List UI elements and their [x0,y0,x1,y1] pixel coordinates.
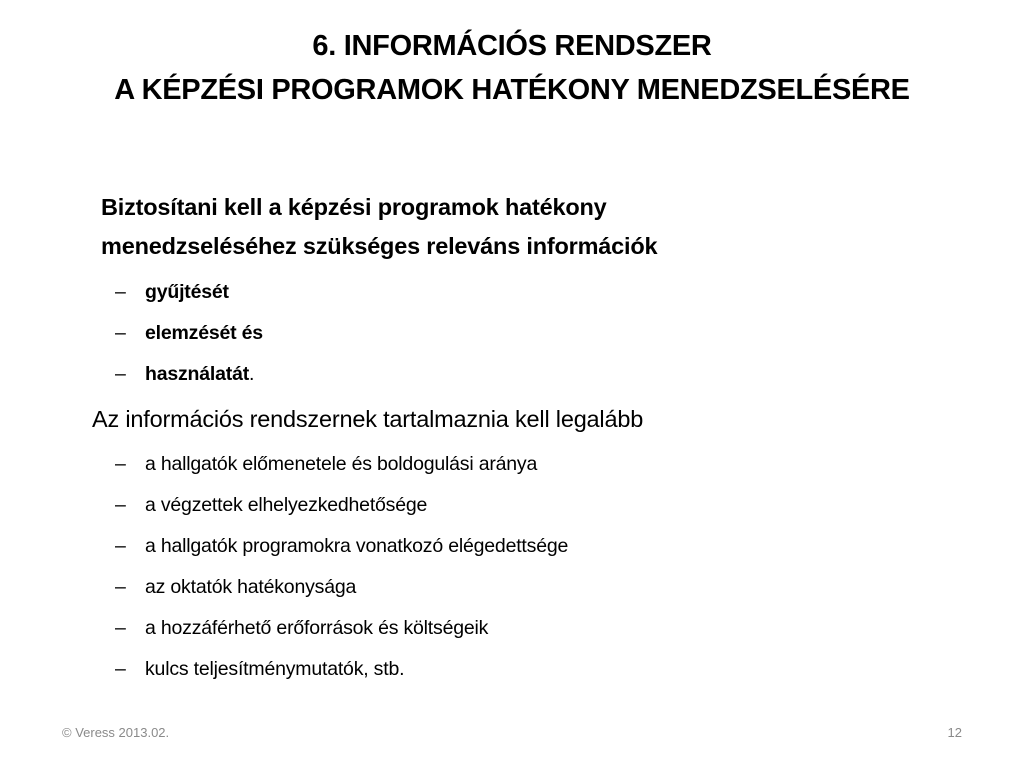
list-item-text: az oktatók hatékonysága [145,576,357,598]
list-item-text: a hallgatók előmenetele és boldogulási aránya [145,453,538,475]
list-item-suffix: . [249,363,255,385]
dash-bullet: – [115,576,126,598]
list-item [115,656,404,682]
list-item [115,279,229,305]
dash-bullet: – [115,281,126,303]
section1-intro-line-2: menedzseléséhez szükséges releváns információk [101,233,658,259]
dash-bullet: – [115,322,126,344]
list-item-text: elemzését és [145,322,263,344]
list-item-text: használatát [145,363,250,385]
list-item [115,361,254,387]
list-item-text: a hallgatók programokra vonatkozó elégedettsége [145,535,569,557]
title-line-1: 6. INFORMÁCIÓS RENDSZER [312,30,712,62]
footer-page-number: 12 [947,725,962,740]
list-item-text: a végzettek elhelyezkedhetősége [145,494,428,516]
section2-intro: Az információs rendszernek tartalmaznia kell legalább [92,406,644,432]
dash-bullet: – [115,535,126,557]
list-item [115,492,427,518]
list-item [115,615,488,641]
dash-bullet: – [115,453,126,475]
list-item [115,320,263,346]
list-item-text: kulcs teljesítménymutatók, stb. [145,658,405,680]
dash-bullet: – [115,363,126,385]
dash-bullet: – [115,494,126,516]
dash-bullet: – [115,617,126,639]
footer-copyright: © Veress 2013.02. [62,725,170,740]
list-item [115,451,537,477]
section1-intro-line-1: Biztosítani kell a képzési programok hatékony [101,194,607,220]
list-item [115,533,568,559]
list-item [115,574,356,600]
list-item-text: a hozzáférhető erőforrások és költségeik [145,617,489,639]
title-line-2: A KÉPZÉSI PROGRAMOK HATÉKONY MENEDZSELÉSÉRE [114,74,910,106]
dash-bullet: – [115,658,126,680]
section1-intro [101,188,657,266]
list-item-text: gyűjtését [145,281,229,303]
